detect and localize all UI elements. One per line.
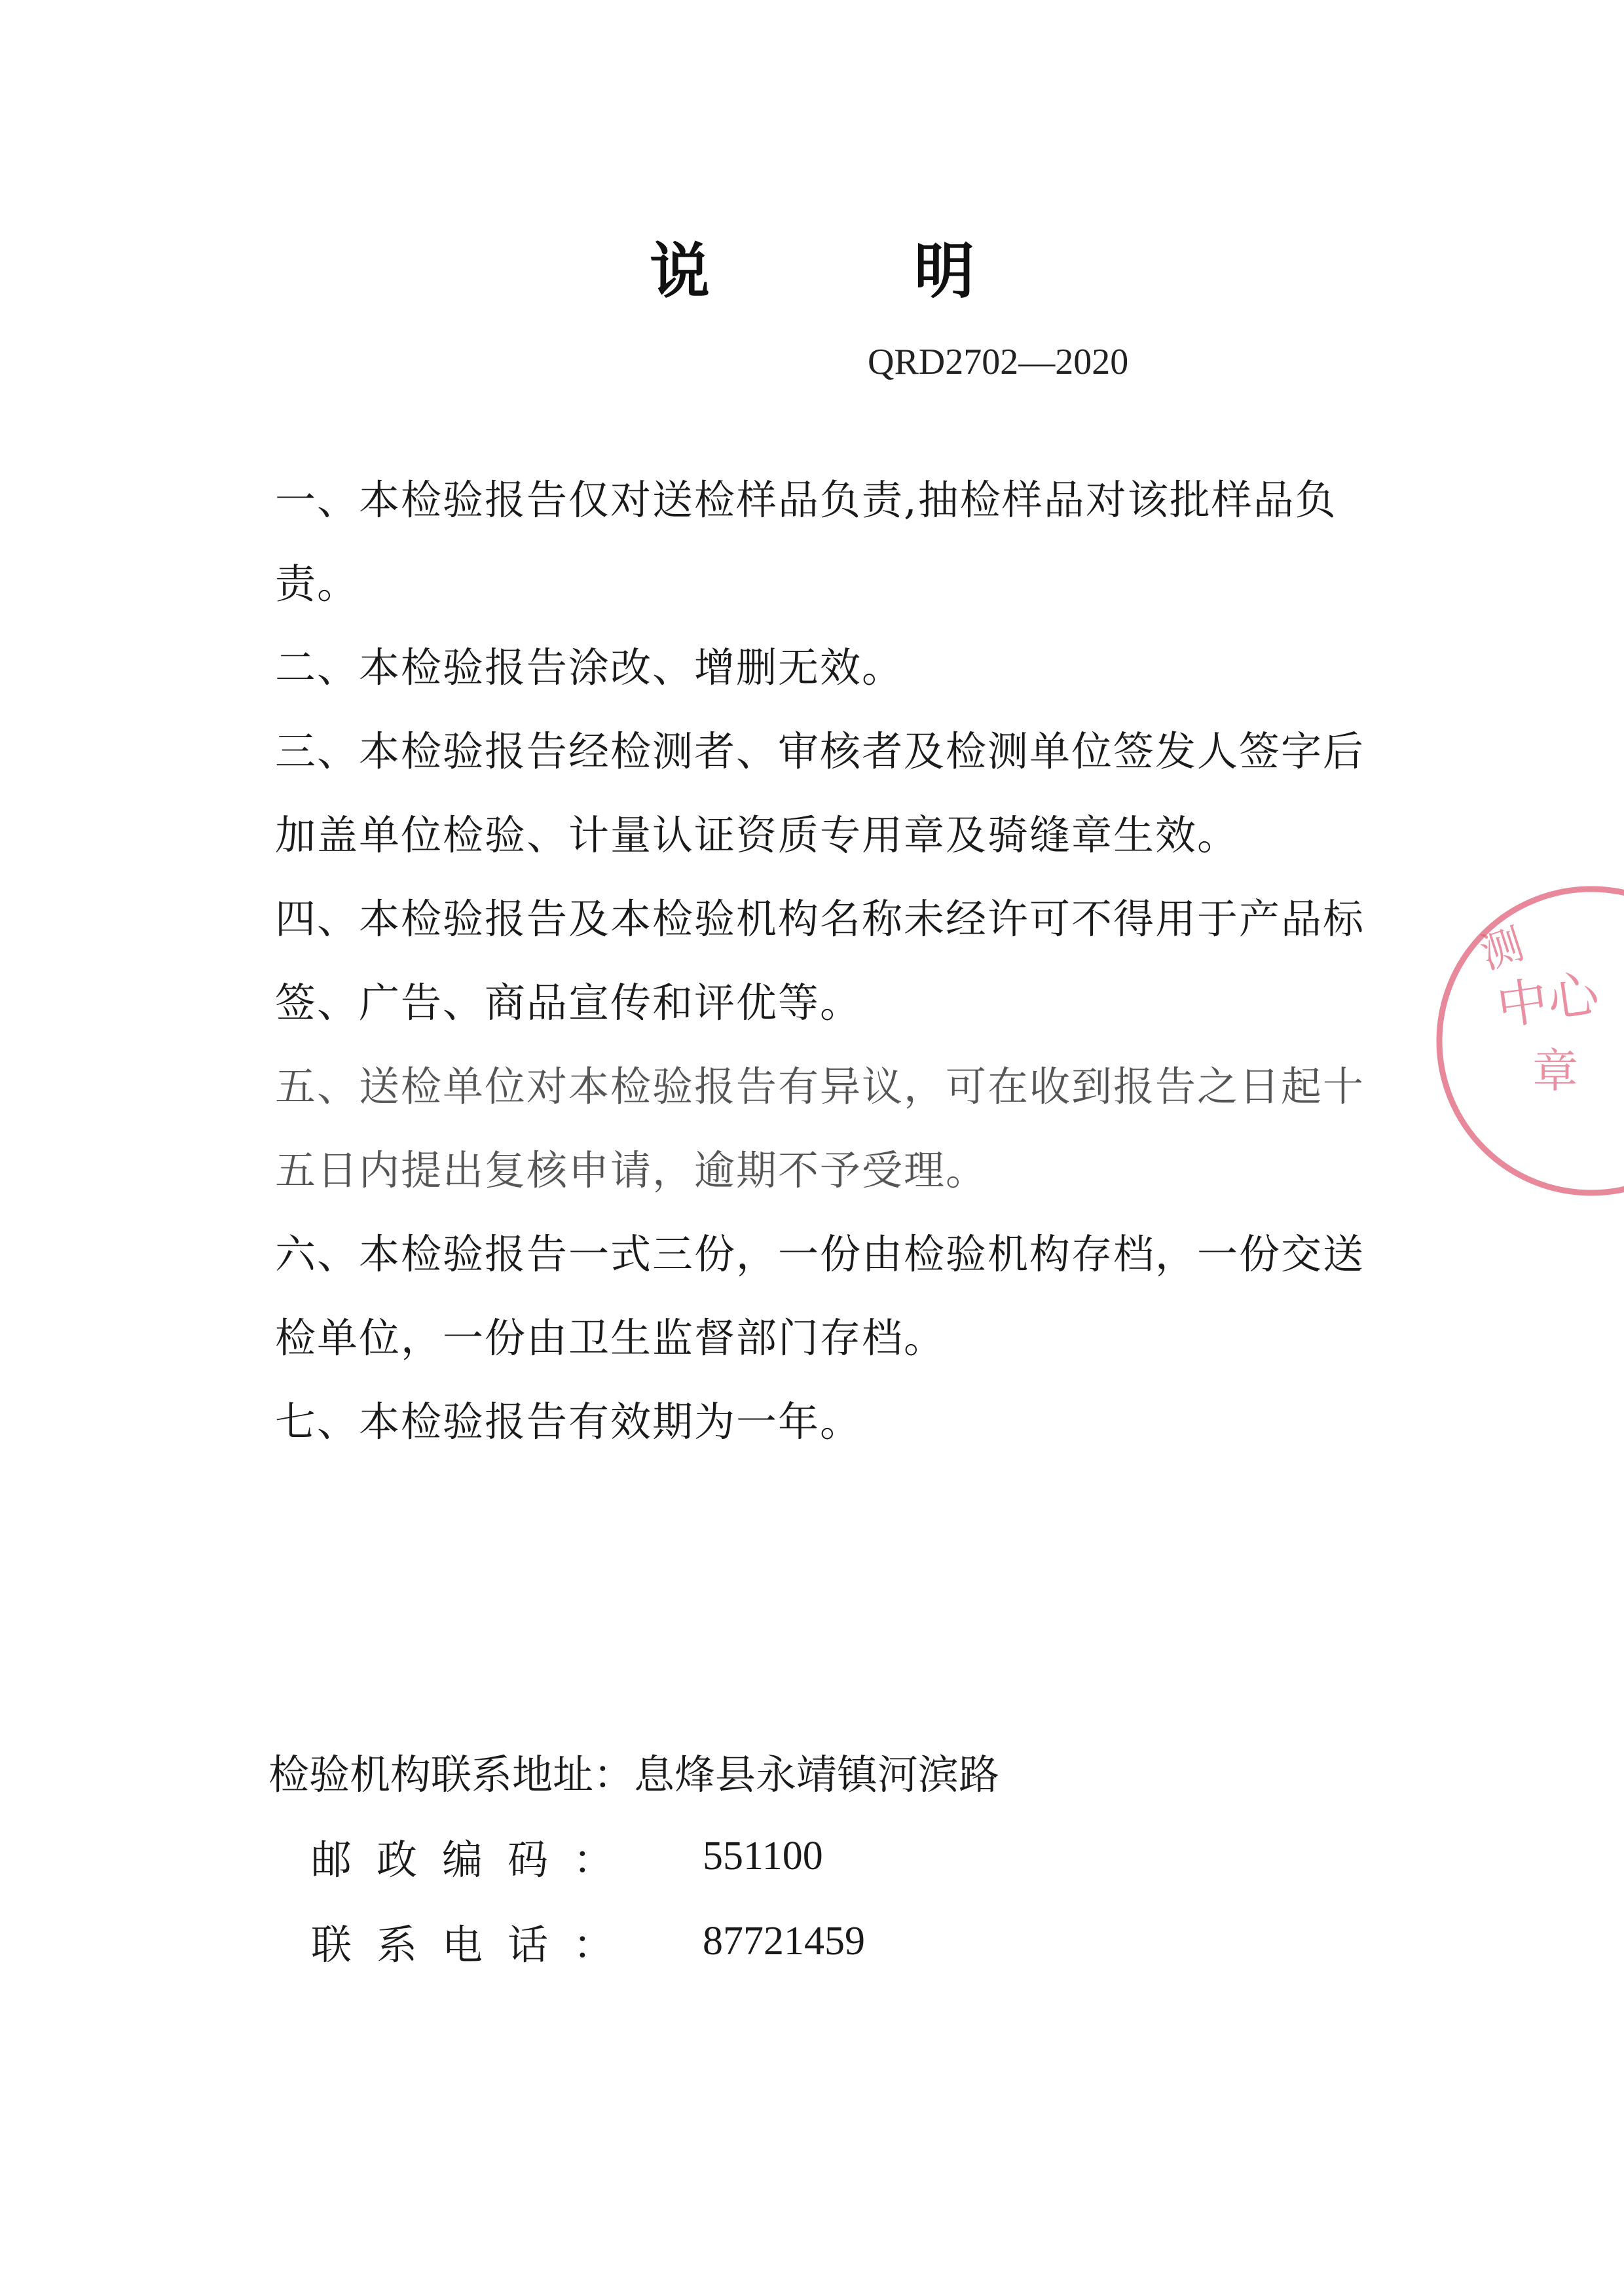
contact-address-row xyxy=(268,1728,1513,1813)
contact-phone-row xyxy=(268,1899,1513,1984)
address-label: 检验机构联系地址： xyxy=(268,1750,635,1798)
contact-postcode-row xyxy=(268,1813,1513,1899)
document-number: QRD2702—2020 xyxy=(868,342,1129,382)
page-title: 说 明 xyxy=(649,236,1067,306)
phone-value: 87721459 xyxy=(703,1918,865,1963)
clause-item: 五、送检单位对本检验报告有异议，可在收到报告之日起十五日内提出复核申请，逾期不予受理。 xyxy=(275,1063,1365,1194)
contact-block xyxy=(268,1728,1513,1984)
clause-item: 七、本检验报告有效期为一年。 xyxy=(275,1398,862,1446)
svg-text:中心: 中心 xyxy=(1493,964,1603,1037)
postcode-label: 邮政编码： xyxy=(311,1835,639,1884)
address-value: 息烽县永靖镇河滨路 xyxy=(634,1750,1000,1798)
svg-text:测: 测 xyxy=(1475,920,1530,979)
postcode-value: 551100 xyxy=(703,1833,823,1878)
clause-item: 一、本检验报告仅对送检样品负责,抽检样品对该批样品负责。 xyxy=(275,476,1337,608)
phone-label: 联系电话： xyxy=(311,1920,639,1969)
svg-text:章: 章 xyxy=(1532,1044,1578,1098)
seal-stamp xyxy=(1428,877,1624,1205)
clause-item: 三、本检验报告经检测者、审核者及检测单位签发人签字后加盖单位检验、计量认证资质专用章及骑缝章生效。 xyxy=(275,727,1365,859)
clause-item: 四、本检验报告及本检验机构名称未经许可不得用于产品标签、广告、商品宣传和评优等。 xyxy=(275,895,1365,1027)
clause-list xyxy=(275,458,1401,1464)
clause-item: 二、本检验报告涂改、增删无效。 xyxy=(275,644,904,691)
clause-item: 六、本检验报告一式三份，一份由检验机构存档，一份交送检单位，一份由卫生监督部门存档。 xyxy=(275,1230,1365,1362)
